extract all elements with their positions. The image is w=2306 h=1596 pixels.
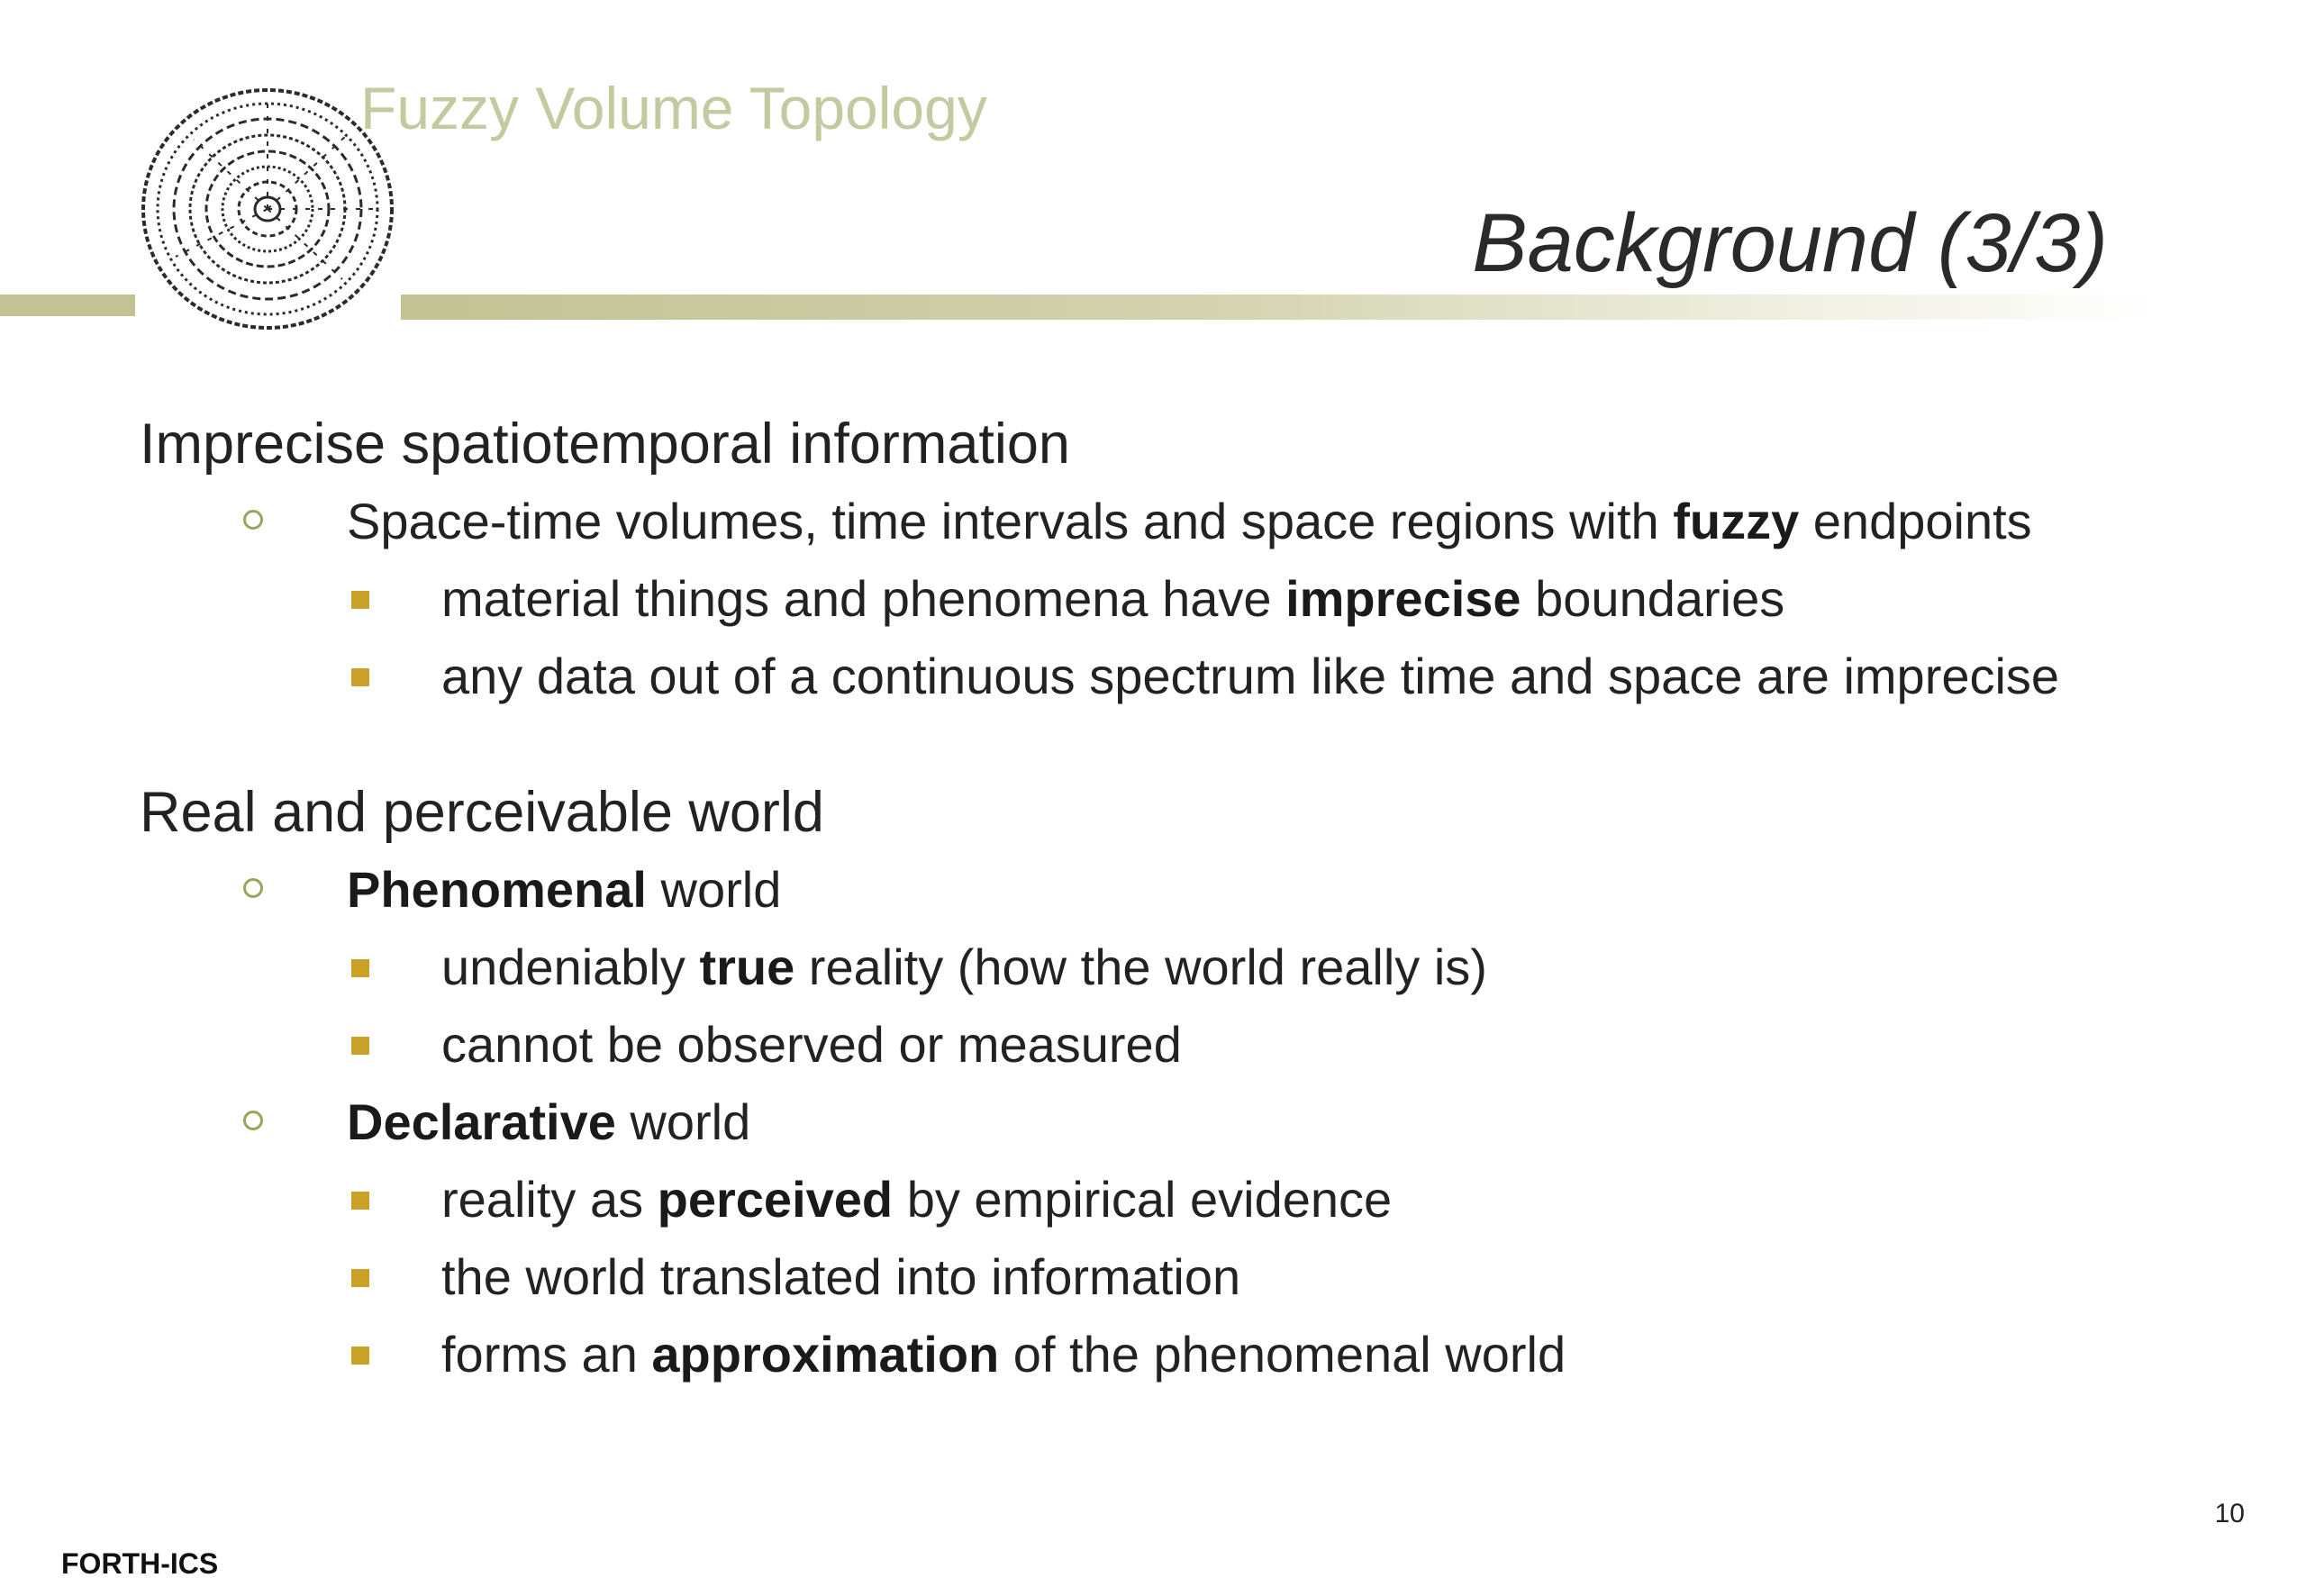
list-item: any data out of a continuous spectrum like time and space are imprecise xyxy=(140,638,2256,715)
section-heading: Imprecise spatiotemporal information xyxy=(140,413,1070,476)
square-bullet-icon xyxy=(351,1347,369,1365)
section-heading: Real and perceivable world xyxy=(140,781,824,844)
slide-title: Background (3/3) xyxy=(1472,197,2108,289)
hollow-circle-bullet-icon xyxy=(243,510,263,530)
list-item: Declarative world xyxy=(140,1084,2256,1161)
phaistos-disc-logo xyxy=(140,86,396,333)
header-band-left xyxy=(0,295,135,316)
presentation-subtitle: Fuzzy Volume Topology xyxy=(360,75,987,141)
square-bullet-icon xyxy=(351,959,369,977)
list-item: cannot be observed or measured xyxy=(140,1006,2256,1084)
square-bullet-icon xyxy=(351,1037,369,1055)
list-item: Space-time volumes, time intervals and space regions with fuzzy endpoints xyxy=(140,483,2256,560)
square-bullet-icon xyxy=(351,1192,369,1210)
slide-content xyxy=(140,405,2256,1393)
header-band-right xyxy=(401,295,2157,320)
square-bullet-icon xyxy=(351,591,369,609)
page-number: 10 xyxy=(2214,1499,2245,1528)
list-item: the world translated into information xyxy=(140,1238,2256,1316)
hollow-circle-bullet-icon xyxy=(243,1111,263,1130)
list-item: undeniably true reality (how the world really is) xyxy=(140,929,2256,1006)
list-item: Phenomenal world xyxy=(140,851,2256,929)
list-item: reality as perceived by empirical evidence xyxy=(140,1161,2256,1238)
square-bullet-icon xyxy=(351,1269,369,1287)
hollow-circle-bullet-icon xyxy=(243,878,263,898)
footer-org: FORTH-ICS xyxy=(61,1547,219,1580)
list-item: forms an approximation of the phenomenal world xyxy=(140,1316,2256,1393)
list-item: material things and phenomena have imprecise boundaries xyxy=(140,560,2256,638)
square-bullet-icon xyxy=(351,668,369,686)
